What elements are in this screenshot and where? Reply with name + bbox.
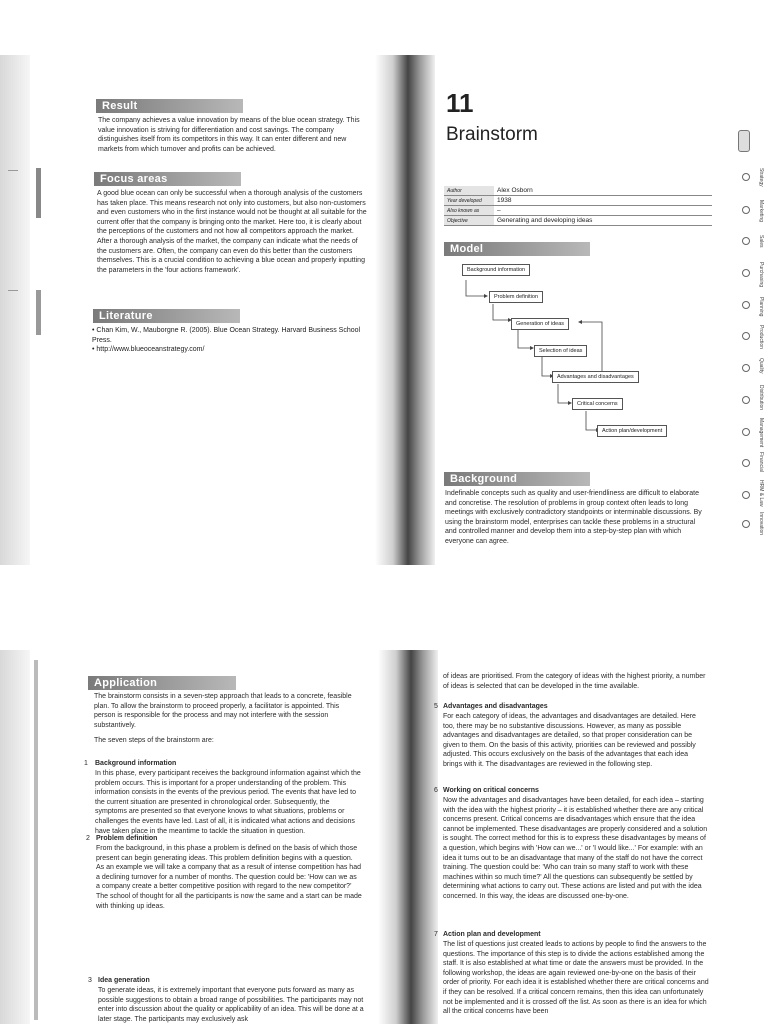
side-tab-label: Distribution — [758, 385, 764, 411]
connector — [493, 304, 508, 320]
active-tab-marker — [738, 130, 750, 152]
side-tab-label: Purchasing — [758, 262, 764, 288]
tab-circle-icon — [742, 269, 750, 277]
step-title: Background information — [95, 760, 177, 767]
tab-circle-icon — [742, 364, 750, 372]
side-tab-label: Financial — [758, 452, 764, 473]
tab-circle-icon — [742, 459, 750, 467]
application-heading: Application — [88, 676, 236, 690]
step-number: 3 — [88, 977, 92, 984]
tab-circle-icon — [742, 491, 750, 499]
meta-key: Also known as — [444, 206, 494, 216]
left-page-edge — [0, 650, 30, 1024]
model-step-box: Background information — [462, 264, 530, 276]
literature-list — [92, 326, 372, 355]
model-step-box: Action plan/development — [597, 425, 667, 437]
meta-table — [444, 186, 712, 226]
chapter-title: Brainstorm — [446, 124, 538, 145]
side-tab-label: Sales — [758, 235, 764, 248]
connector — [586, 411, 596, 430]
bottom-spine-shadow — [378, 650, 438, 1024]
model-step-box: Selection of ideas — [534, 345, 587, 357]
step-text: In this phase, every participant receives the background information against which the problem occurs. This is important for a proper understanding of the problem. This information consists in the events of the previous period. The events that have led to the current situation are presented in chronological order. Subsequently, the symptoms are presented so that everyone knows to what situations, problems or challenges the events have led. Last of all, it is indicated what actions and decisions have taken place in the meantime to tackle the situation in question. — [95, 770, 361, 835]
step-title: Idea generation — [98, 977, 150, 984]
step-text: For each category of ideas, the advantages and disadvantages are detailed. Here too, there may be no substantive discussions. However, as many as possible advantages and disadvantages are detailed, so that proper consideration can be given to them. On the basis of this activity, priorities can be reviewed and possibly adjusted. This occurs exclusively on the basis of the advantages that each idea brings with it. The disadvantages are reviewed in the following step. — [443, 713, 696, 768]
meta-row — [444, 216, 712, 226]
tab-circle-icon — [742, 396, 750, 404]
connector — [466, 280, 484, 296]
tab-circle-icon — [742, 173, 750, 181]
application-intro: The brainstorm consists in a seven-step approach that leads to a concrete, feasible plan. To allow the brainstorm to proceed properly, a facilitator is appointed. This person is responsible for the process and may not interfere with the session substantively. — [94, 693, 352, 729]
model-step-box: Problem definition — [489, 291, 543, 303]
step-title: Advantages and disadvantages — [443, 703, 548, 710]
step-number: 5 — [434, 703, 438, 710]
tab-circle-icon — [742, 206, 750, 214]
meta-row — [444, 186, 712, 196]
tab-circle-icon — [742, 332, 750, 340]
focus-areas-text: A good blue ocean can only be successful when a thorough analysis of the customers has taken place. This means research not only into customers, but also non-customers and even customers who in the first instance would not be thought at all suitable for the current offer that the company is bringing onto the market. Here too, it is clearly about the perceptions of the customers and not how all competitors approach the market. After a thorough analysis of the market, the company can indicate what the needs of the customers are. Often, the company can even do this better than the customers themselves. This is a crucial condition to achieving a blue ocean and properly inputting the parameters in the 'four actions framework'. — [97, 190, 367, 274]
meta-value: Alex Osborn — [494, 186, 712, 196]
tab-circle-icon — [742, 520, 750, 528]
side-tab-label: Production — [758, 325, 764, 349]
background-text: Indefinable concepts such as quality and user-friendliness are difficult to elaborate and concretise. The resolution of problems in group context often leads to long meetings with exclusively contradictory standpoints or interminable discussions. By using the brainstorm model, enterprises can tackle these problems in a structural and controlled manner and develop them into a step-by-step plan with which everyone can agree. — [445, 490, 702, 545]
meta-value: 1938 — [494, 196, 712, 206]
edge-mark — [8, 170, 18, 171]
step-title: Working on critical concerns — [443, 787, 539, 794]
result-heading: Result — [96, 99, 243, 113]
step-number: 7 — [434, 931, 438, 938]
edge-mark — [8, 290, 18, 291]
top-spine-shadow — [375, 55, 435, 565]
step-number: 2 — [86, 835, 90, 842]
background-heading: Background — [444, 472, 590, 486]
tab-circle-icon — [742, 301, 750, 309]
step-text: The list of questions just created leads to actions by people to find the answers to the questions. The importance of this step is to divide the actions established among the staff. It is also established at what time or date the answers must be provided. In the following workshop, the ideas are again reviewed one-by-one on the basis of their order of priority. For each idea it is established whether there are critical concerns and if they can be resolved. If a critical concern remains, then this idea can unfortunately not be implemented and it is crossed off the list. As soon as there is an idea for which all the critical concerns have been — [443, 941, 709, 1016]
tab-circle-icon — [742, 237, 750, 245]
continued-text: of ideas are prioritised. From the category of ideas with the highest priority, a number of ideas is selected that can be developed in the time available. — [443, 673, 706, 690]
application-intro-2: The seven steps of the brainstorm are: — [94, 737, 214, 744]
edge-bar — [34, 660, 38, 1020]
result-text: The company achieves a value innovation by means of the blue ocean strategy. This value innovation is striving for differentiation and cost savings. The company distinguishes itself from its competitors in this way. It can enter different and new markets from which turnover and profits can be achieved. — [98, 117, 360, 153]
tab-circle-icon — [742, 428, 750, 436]
side-tab-label: Planning — [758, 297, 764, 317]
focus-areas-heading: Focus areas — [94, 172, 241, 186]
meta-key: Author — [444, 186, 494, 196]
side-tab-label: HRM & Law — [758, 480, 764, 507]
meta-key: Year developed — [444, 196, 494, 206]
literature-item: • Chan Kim, W., Mauborgne R. (2005). Blue Ocean Strategy. Harvard Business School Press. — [92, 326, 372, 345]
edge-bar — [36, 290, 41, 335]
literature-heading: Literature — [93, 309, 240, 323]
side-tab-label: Management — [758, 418, 764, 448]
step-text: To generate ideas, it is extremely important that everyone puts forward as many as possible suggestions to obtain a broad range of possibilities. The participants may not enter into discussion about the quality or applicability of an idea. This will be done at a later stage. The participants may exclusively ask — [98, 987, 364, 1023]
step-text: From the background, in this phase a problem is defined on the basis of which those present can begin generating ideas. This problem definition begins with a question. As an example we will take a company that as a result of intense competition has had a declining turnover for a number of months. The question could be: 'How can we as a company create a better competitive position with regard to the new competitor?' The school of thought for all the participants is now the same and a start can be made with thinking up ideas. — [96, 845, 362, 910]
connector — [542, 357, 550, 376]
arrow-head — [484, 294, 488, 298]
step-text: Now the advantages and disadvantages have been detailed, for each idea – starting with the idea with the highest priority – it is established whether there are any critical concerns present. Critical concerns are disadvantages which ensure that the idea cannot be implemented. These disadvantages are properly considered and a solution is sought. The correct method for this is to express these disadvantages by means of a question, which begins with 'How can we...' or 'I would like...' For example: with an idea it turns out to be an disadvantage that many of the staff do not have the correct training. The question could be: 'Who can train so many staff to work with these machines within so much time?' All the questions can subsequently be settled by determining what actions to carry out. These actions are listed and put with the idea concerned. In this way, the ideas are discussed one-by-one. — [443, 797, 708, 900]
model-step-box: Critical concerns — [572, 398, 623, 410]
meta-value: – — [494, 206, 712, 216]
left-page-edge — [0, 55, 30, 565]
literature-item: • http://www.blueoceanstrategy.com/ — [92, 345, 372, 355]
step-number: 6 — [434, 787, 438, 794]
step-number: 1 — [84, 760, 88, 767]
model-step-box: Advantages and disadvantages — [552, 371, 639, 383]
side-tab-label: Strategy — [758, 168, 764, 187]
connector — [558, 384, 568, 403]
arrow-head — [578, 320, 582, 324]
step-title: Action plan and development — [443, 931, 541, 938]
edge-bar — [36, 168, 41, 218]
meta-row — [444, 206, 712, 216]
chapter-number: 11 — [446, 88, 474, 118]
meta-row — [444, 196, 712, 206]
side-tab-label: Innovation — [758, 512, 764, 536]
meta-value: Generating and developing ideas — [494, 216, 712, 226]
step-title: Problem definition — [96, 835, 158, 842]
meta-key: Objective — [444, 216, 494, 226]
connector — [518, 329, 530, 348]
side-tab-label: Quality — [758, 358, 764, 374]
side-tab-label: Marketing — [758, 200, 764, 222]
model-heading: Model — [444, 242, 590, 256]
model-step-box: Generation of ideas — [511, 318, 569, 330]
